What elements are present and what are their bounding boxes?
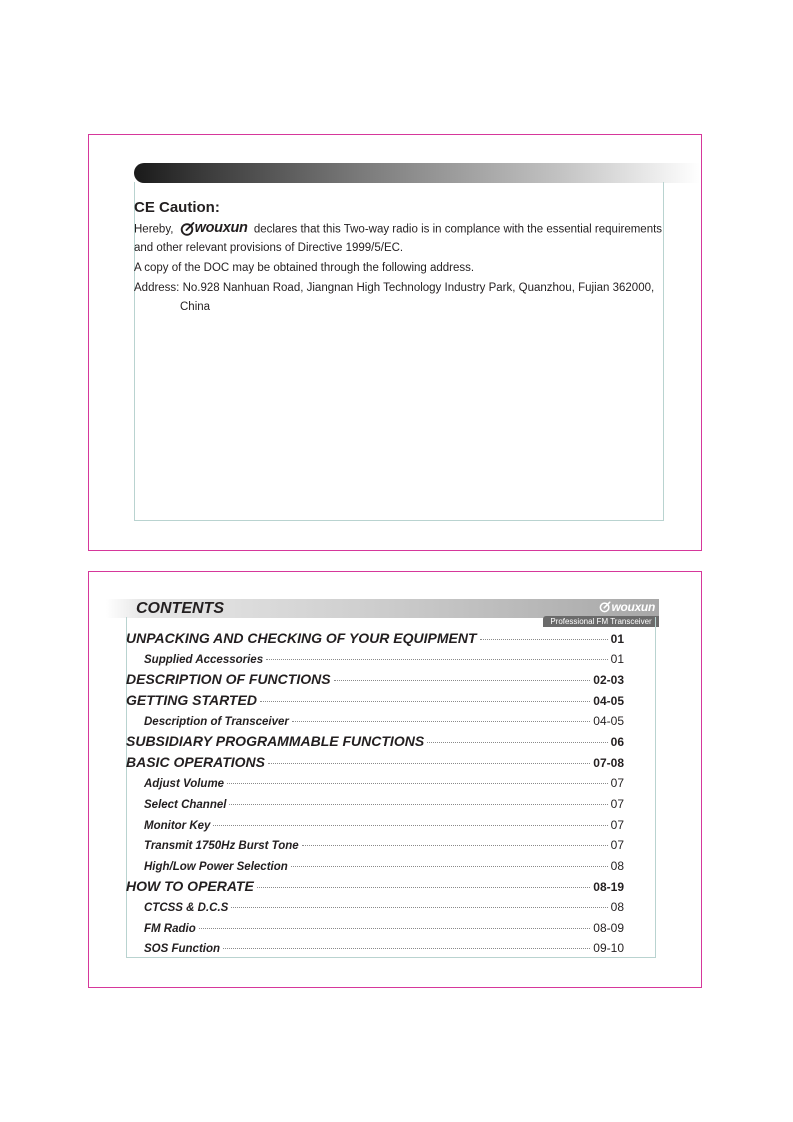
toc-leader-dots: [334, 680, 591, 681]
toc-item-label: GETTING STARTED: [126, 692, 257, 708]
toc-leader-dots: [266, 659, 608, 660]
toc-item-label: Select Channel: [144, 799, 227, 811]
toc-item-label: BASIC OPERATIONS: [126, 754, 265, 770]
toc-item-page: 08: [610, 859, 624, 873]
toc-leader-dots: [227, 783, 608, 784]
toc-subitem[interactable]: [144, 818, 624, 832]
toc-item-page: 07: [610, 838, 624, 852]
wouxun-logo-text: wouxun: [194, 220, 248, 236]
toc-subitem[interactable]: [144, 941, 624, 955]
toc-leader-dots: [268, 763, 590, 764]
toc-subitem[interactable]: [144, 900, 624, 914]
toc-item[interactable]: [126, 878, 624, 894]
toc-leader-dots: [257, 887, 590, 888]
toc-item-page: 07-08: [593, 756, 624, 770]
toc-item[interactable]: [126, 733, 624, 749]
toc-leader-dots: [480, 639, 608, 640]
toc-subitem[interactable]: [144, 652, 624, 666]
toc-item-page: 07: [610, 797, 624, 811]
toc-subitem[interactable]: [144, 838, 624, 852]
brand-logo: [599, 600, 655, 614]
toc-item-page: 06: [610, 735, 624, 749]
ce-address-country: China: [180, 301, 211, 313]
toc-item-label: FM Radio: [144, 923, 196, 935]
toc-leader-dots: [291, 866, 608, 867]
toc-item-page: 08-19: [593, 880, 624, 894]
toc-item[interactable]: [126, 754, 624, 770]
toc-item-label: Supplied Accessories: [144, 654, 264, 666]
toc-item-label: Monitor Key: [144, 820, 211, 832]
toc-leader-dots: [292, 721, 590, 722]
toc-item-page: 01: [610, 632, 624, 646]
toc-item-page: 04-05: [593, 694, 624, 708]
toc-item-label: UNPACKING AND CHECKING OF YOUR EQUIPMENT: [126, 630, 477, 646]
toc-item-page: 08: [610, 900, 624, 914]
toc-item-page: 02-03: [593, 673, 624, 687]
toc-leader-dots: [229, 804, 607, 805]
toc-leader-dots: [260, 701, 590, 702]
brand-tagline: Professional FM Transceiver: [543, 616, 659, 627]
toc-subitem[interactable]: [144, 859, 624, 873]
toc-subitem[interactable]: [144, 921, 624, 935]
contents-title: CONTENTS: [136, 600, 224, 617]
toc-item-label: SUBSIDIARY PROGRAMMABLE FUNCTIONS: [126, 733, 425, 749]
ce-declaration-text: declares that this Two-way radio is in complance with the essential requirements: [253, 223, 663, 236]
toc-item-page: 07: [610, 776, 624, 790]
toc-item[interactable]: [126, 671, 624, 687]
toc-leader-dots: [199, 928, 591, 929]
toc-subitem[interactable]: [144, 797, 624, 811]
ce-declaration-line: [134, 221, 662, 238]
ce-address-line: Address: No.928 Nanhuan Road, Jiangnan High Technology Industry Park, Quanzhou, Fujian 362000,: [134, 282, 655, 294]
toc-item-label: CTCSS & D.C.S: [144, 902, 229, 914]
ce-directive-line: and other relevant provisions of Directive 1999/5/EC.: [134, 242, 404, 254]
toc-subitem[interactable]: [144, 776, 624, 790]
toc-item-label: Description of Transceiver: [144, 716, 289, 728]
brand-logo-text: wouxun: [611, 600, 655, 614]
toc-item[interactable]: [126, 692, 624, 708]
toc-subitem[interactable]: [144, 714, 624, 728]
toc-item-label: DESCRIPTION OF FUNCTIONS: [126, 671, 331, 687]
toc-item-label: High/Low Power Selection: [144, 861, 288, 873]
toc-item-page: 09-10: [593, 941, 624, 955]
toc-leader-dots: [302, 845, 608, 846]
ce-hereby-text: Hereby,: [134, 223, 174, 236]
toc-leader-dots: [213, 825, 607, 826]
toc-leader-dots: [427, 742, 607, 743]
toc-item-page: 07: [610, 818, 624, 832]
toc-leader-dots: [223, 948, 590, 949]
toc-item-label: Transmit 1750Hz Burst Tone: [144, 840, 299, 852]
ce-doc-line: A copy of the DOC may be obtained through the following address.: [134, 262, 475, 274]
toc-item-label: SOS Function: [144, 943, 221, 955]
toc-item-label: HOW TO OPERATE: [126, 878, 254, 894]
wouxun-swirl-icon: [180, 222, 195, 236]
wouxun-swirl-icon: [599, 601, 611, 613]
wouxun-logo: [180, 221, 248, 236]
toc-item-page: 01: [610, 652, 624, 666]
toc-item-page: 04-05: [593, 714, 624, 728]
toc-item-page: 08-09: [593, 921, 624, 935]
toc-item-label: Adjust Volume: [144, 778, 225, 790]
toc-leader-dots: [231, 907, 607, 908]
toc-item[interactable]: [126, 630, 624, 646]
ce-caution-title: CE Caution:: [134, 199, 220, 216]
ce-header-bar: [134, 163, 700, 183]
